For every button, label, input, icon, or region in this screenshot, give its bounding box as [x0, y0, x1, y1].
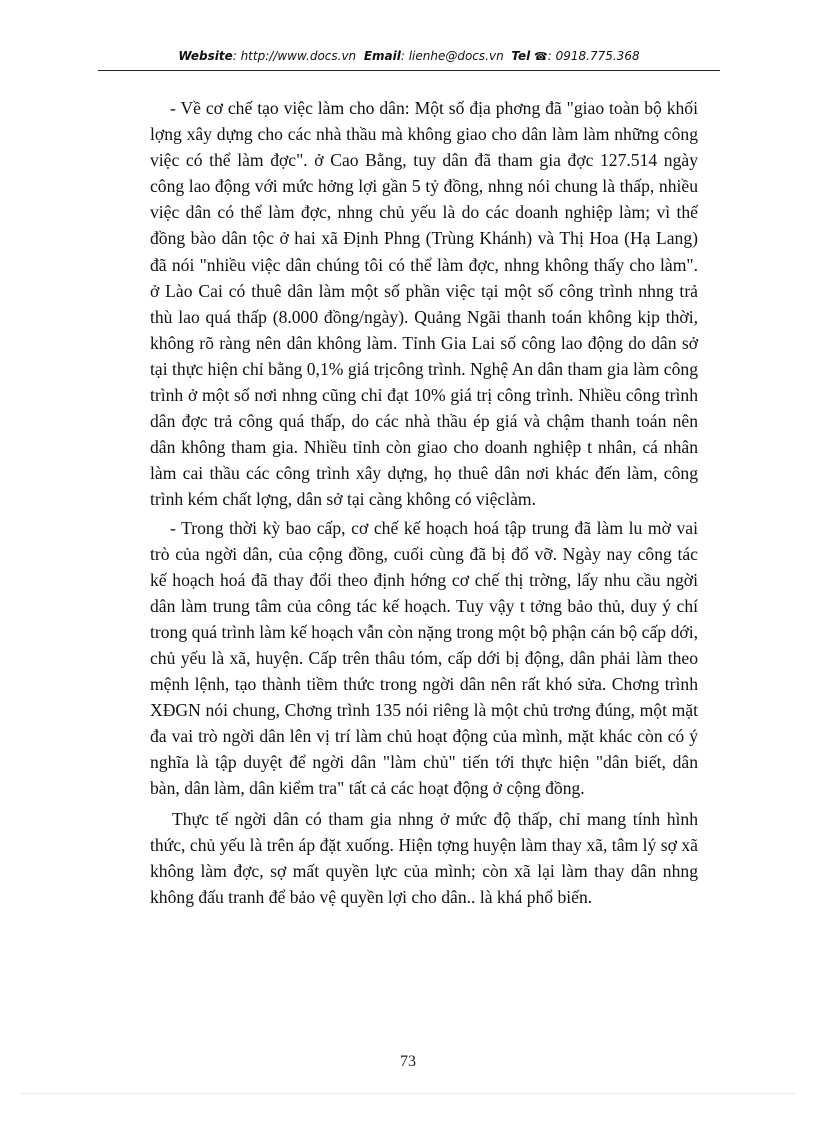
page-number: 73 — [400, 1053, 416, 1070]
tel-label: Tel — [511, 49, 531, 63]
paragraph-reality: Thực tế ngời dân có tham gia nhng ở mức độ thấp, chỉ mang tính hình thức, chủ yếu là trên áp đặt xuống. Hiện tợng huyện làm thay xã, tâm lý sợ xã không làm đợc, sợ mất quyền lực của mình; còn xã lại làm thay dân nhng không đấu tranh để bảo vệ quyền lợi cho dân.. là khá phổ biến. — [150, 808, 698, 907]
paragraph-planning: - Trong thời kỳ bao cấp, cơ chế kế hoạch hoá tập trung đã làm lu mờ vai trò của ngời dân, của cộng đồng, cuối cùng đã bị đổ vỡ. Ngày nay công tác kế hoạch hoá đã thay đổi theo định hớng cơ chế thị trờng, lấy nhu cầu ngời dân làm trung tâm của công tác kế hoạch. Tuy vậy t tởng bảo thủ, duy ý chí trong quá trình làm kế hoạch vẫn còn nặng trong một bộ phận cán bộ cấp dới, chủ yếu là xã, huyện. Cấp trên thâu tóm, cấp dới bị động, dân phải làm theo mệnh lệnh, tạo thành tiềm thức trong ngời dân nên rất khó sửa. Chơng trình XĐGN nói chung, Chơng trình 135 nói riêng là một chủ trơng đúng, một mặt đa vai trò ngời dân lên vị trí làm chủ hoạt động của mình, mặt khác còn có ý nghĩa là tập duyệt để ngời dân "làm chủ" tiến tới thực hiện "dân biết, dân bàn, dân làm, dân kiểm tra" tất cả các hoạt động ở cộng đồng. — [150, 517, 698, 799]
body-text — [150, 95, 698, 910]
website-url[interactable]: : http://www.docs.vn — [232, 49, 357, 63]
email-address[interactable]: : lienhe@docs.vn — [400, 49, 504, 63]
website-label: Website — [178, 49, 233, 63]
phone-icon: ☎ — [534, 50, 548, 63]
paragraph-job-creation: - Về cơ chế tạo việc làm cho dân: Một số địa phơng đã "giao toàn bộ khối lợng xây dựng cho các nhà thầu mà không giao cho dân làm làm những công việc có thể làm đợc". ở Cao Bằng, tuy dân đã tham gia đợc 127.514 ngày công lao động với mức hởng lợi gần 5 tỷ đồng, nhng nói chung là thấp, nhiều việc dân có thể làm đợc, nhng chủ yếu là do các doanh nghiệp làm; vì thế đồng bào dân tộc ở hai xã Định Phng (Trùng Khánh) và Thị Hoa (Hạ Lang) đã nói "nhiều việc dân chúng tôi có thể làm đợc, nhng không thấy cho làm". ở Lào Cai có thuê dân làm một số phần việc tại một số công trình nhng trả thù lao quá thấp (8.000 đồng/ngày). Quảng Ngãi thanh toán không kịp thời, không rõ ràng nên dân không làm. Tỉnh Gia Lai số công lao động do dân sở tại thực hiện chỉ bằng 0,1% giá trịcông trình. Nghệ An dân tham gia làm công trình ở một số nơi nhng cũng chỉ đạt 10% giá trị công trình. Nhiều công trình dân đợc trả công quá thấp, do các nhà thầu ép giá và chậm thanh toán nên dân không tham gia. Nhiều tỉnh còn giao cho doanh nghiệp t nhân, cá nhân làm cai thầu các công trình xây dựng, họ thuê dân nơi khác đến làm, công trình kém chất lợng, dân sở tại càng không có việclàm. — [150, 98, 698, 510]
footer-divider — [20, 1093, 796, 1094]
page-header — [98, 49, 720, 63]
tel-number: : 0918.775.368 — [547, 49, 640, 63]
email-label: Email — [363, 49, 401, 63]
header-divider — [98, 70, 720, 71]
